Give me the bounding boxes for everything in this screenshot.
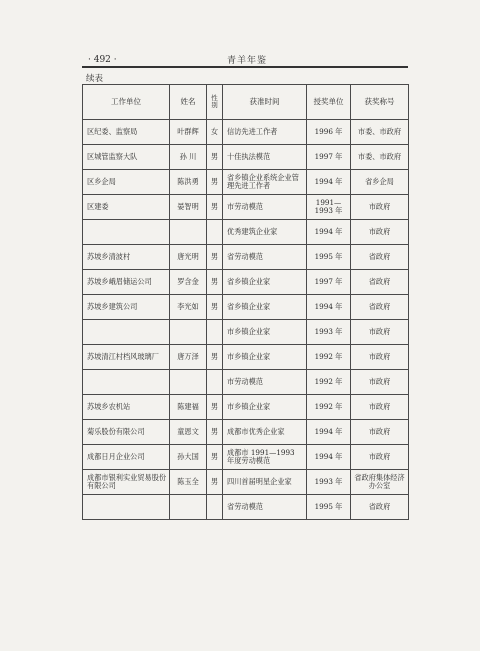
cell-award: 省政府 bbox=[351, 295, 409, 320]
cell-unit: 区建委 bbox=[83, 195, 170, 220]
cell-reason: 省乡镇企业家 bbox=[223, 270, 307, 295]
cell-award: 市政府 bbox=[351, 220, 409, 245]
cell-sex bbox=[207, 495, 223, 520]
page-header bbox=[88, 53, 406, 66]
cell-name: 唐光明 bbox=[170, 245, 207, 270]
cell-year: 1993 年 bbox=[307, 320, 351, 345]
cell-reason: 省乡镇企业家 bbox=[223, 295, 307, 320]
cell-year: 1993 年 bbox=[307, 470, 351, 495]
cell-year: 1995 年 bbox=[307, 495, 351, 520]
cell-unit: 苏坡乡农机站 bbox=[83, 395, 170, 420]
table-row bbox=[83, 445, 409, 470]
cell-unit: 苏坡乡清波村 bbox=[83, 245, 170, 270]
cell-reason: 十佳执法模范 bbox=[223, 145, 307, 170]
col-header-award: 获奖称号 bbox=[351, 85, 409, 120]
cell-unit bbox=[83, 220, 170, 245]
cell-reason: 四川首届明星企业家 bbox=[223, 470, 307, 495]
table-row bbox=[83, 245, 409, 270]
cell-reason: 省劳动模范 bbox=[223, 245, 307, 270]
cell-reason: 市乡镇企业家 bbox=[223, 345, 307, 370]
table-body bbox=[83, 120, 409, 520]
cell-name bbox=[170, 495, 207, 520]
cell-name: 陈建福 bbox=[170, 395, 207, 420]
cell-name: 唐万泽 bbox=[170, 345, 207, 370]
cell-sex: 男 bbox=[207, 270, 223, 295]
table-row bbox=[83, 195, 409, 220]
cell-sex: 男 bbox=[207, 470, 223, 495]
col-header-unit: 工作单位 bbox=[83, 85, 170, 120]
cell-reason: 市乡镇企业家 bbox=[223, 320, 307, 345]
table-row bbox=[83, 170, 409, 195]
cell-reason: 市劳动模范 bbox=[223, 195, 307, 220]
book-title: 青羊年鉴 bbox=[226, 56, 267, 66]
table-row bbox=[83, 220, 409, 245]
cell-sex: 男 bbox=[207, 170, 223, 195]
cell-year: 1992 年 bbox=[307, 395, 351, 420]
col-header-name: 姓名 bbox=[170, 85, 207, 120]
cell-reason: 优秀建筑企业家 bbox=[223, 220, 307, 245]
table-header-row bbox=[83, 85, 409, 120]
cell-award: 省政府 bbox=[351, 270, 409, 295]
cell-unit: 区纪委、监察局 bbox=[83, 120, 170, 145]
cell-sex: 男 bbox=[207, 195, 223, 220]
cell-year: 1997 年 bbox=[307, 270, 351, 295]
cell-year: 1996 年 bbox=[307, 120, 351, 145]
cell-unit: 成都日月企业公司 bbox=[83, 445, 170, 470]
cell-year: 1995 年 bbox=[307, 245, 351, 270]
cell-name: 罗含金 bbox=[170, 270, 207, 295]
cell-award: 市委、市政府 bbox=[351, 145, 409, 170]
table-row bbox=[83, 320, 409, 345]
cell-year: 1992 年 bbox=[307, 370, 351, 395]
cell-sex: 女 bbox=[207, 120, 223, 145]
table-row bbox=[83, 420, 409, 445]
cell-sex: 男 bbox=[207, 345, 223, 370]
cell-year: 1991—1993 年 bbox=[307, 195, 351, 220]
cell-year: 1994 年 bbox=[307, 220, 351, 245]
cell-year: 1992 年 bbox=[307, 345, 351, 370]
page-number: · 492 · bbox=[88, 54, 117, 65]
table-row bbox=[83, 145, 409, 170]
table-row bbox=[83, 495, 409, 520]
cell-name bbox=[170, 220, 207, 245]
cell-award: 市政府 bbox=[351, 395, 409, 420]
cell-award: 省政府集体经济办公室 bbox=[351, 470, 409, 495]
table-row bbox=[83, 345, 409, 370]
cell-year: 1997 年 bbox=[307, 145, 351, 170]
cell-unit bbox=[83, 495, 170, 520]
cell-name bbox=[170, 370, 207, 395]
cell-sex bbox=[207, 370, 223, 395]
cell-name: 晏智明 bbox=[170, 195, 207, 220]
col-header-year: 授奖单位 bbox=[307, 85, 351, 120]
cell-name: 孙 川 bbox=[170, 145, 207, 170]
cell-year: 1994 年 bbox=[307, 445, 351, 470]
cell-award: 省乡企局 bbox=[351, 170, 409, 195]
cell-reason: 信访先进工作者 bbox=[223, 120, 307, 145]
cell-unit: 菊乐股份有限公司 bbox=[83, 420, 170, 445]
table-row bbox=[83, 270, 409, 295]
table-row bbox=[83, 470, 409, 495]
cell-unit: 苏坡清江村档风玻璃厂 bbox=[83, 345, 170, 370]
table-row bbox=[83, 295, 409, 320]
cell-unit: 区乡企局 bbox=[83, 170, 170, 195]
cell-unit: 苏坡乡建筑公司 bbox=[83, 295, 170, 320]
cell-sex: 男 bbox=[207, 295, 223, 320]
cell-year: 1994 年 bbox=[307, 295, 351, 320]
cell-reason: 省乡镇企业系统企业管理先进工作者 bbox=[223, 170, 307, 195]
cell-year: 1994 年 bbox=[307, 170, 351, 195]
cell-unit: 区城管监察大队 bbox=[83, 145, 170, 170]
cell-unit bbox=[83, 320, 170, 345]
cell-name: 李光如 bbox=[170, 295, 207, 320]
cell-award: 市政府 bbox=[351, 320, 409, 345]
cell-unit: 苏坡乡峨眉储运公司 bbox=[83, 270, 170, 295]
cell-name: 陈玉全 bbox=[170, 470, 207, 495]
cell-award: 市政府 bbox=[351, 345, 409, 370]
cell-sex bbox=[207, 320, 223, 345]
cell-reason: 市乡镇企业家 bbox=[223, 395, 307, 420]
cell-award: 市政府 bbox=[351, 420, 409, 445]
cell-reason: 市劳动模范 bbox=[223, 370, 307, 395]
cell-sex: 男 bbox=[207, 395, 223, 420]
cell-sex: 男 bbox=[207, 420, 223, 445]
cell-reason: 省劳动模范 bbox=[223, 495, 307, 520]
cell-unit: 成都市银利实业贸易股份有限公司 bbox=[83, 470, 170, 495]
cell-name bbox=[170, 320, 207, 345]
cell-award: 市政府 bbox=[351, 445, 409, 470]
col-header-sex: 性别 bbox=[207, 85, 223, 120]
cell-name: 陈洪勇 bbox=[170, 170, 207, 195]
header-rule bbox=[82, 66, 408, 68]
continued-label: 续表 bbox=[86, 74, 104, 84]
cell-sex bbox=[207, 220, 223, 245]
cell-reason: 成都市优秀企业家 bbox=[223, 420, 307, 445]
cell-unit bbox=[83, 370, 170, 395]
cell-award: 省政府 bbox=[351, 245, 409, 270]
cell-year: 1994 年 bbox=[307, 420, 351, 445]
cell-award: 市政府 bbox=[351, 195, 409, 220]
table-row bbox=[83, 370, 409, 395]
cell-name: 孙大国 bbox=[170, 445, 207, 470]
cell-award: 市政府 bbox=[351, 370, 409, 395]
cell-award: 市委、市政府 bbox=[351, 120, 409, 145]
col-header-reason: 获准时间 bbox=[223, 85, 307, 120]
cell-award: 省政府 bbox=[351, 495, 409, 520]
cell-sex: 男 bbox=[207, 145, 223, 170]
cell-name: 叶群辉 bbox=[170, 120, 207, 145]
table-row bbox=[83, 120, 409, 145]
cell-sex: 男 bbox=[207, 445, 223, 470]
table-row bbox=[83, 395, 409, 420]
cell-reason: 成都市 1991—1993 年度劳动模范 bbox=[223, 445, 307, 470]
awards-table bbox=[82, 84, 409, 520]
cell-name: 童恩文 bbox=[170, 420, 207, 445]
cell-sex: 男 bbox=[207, 245, 223, 270]
